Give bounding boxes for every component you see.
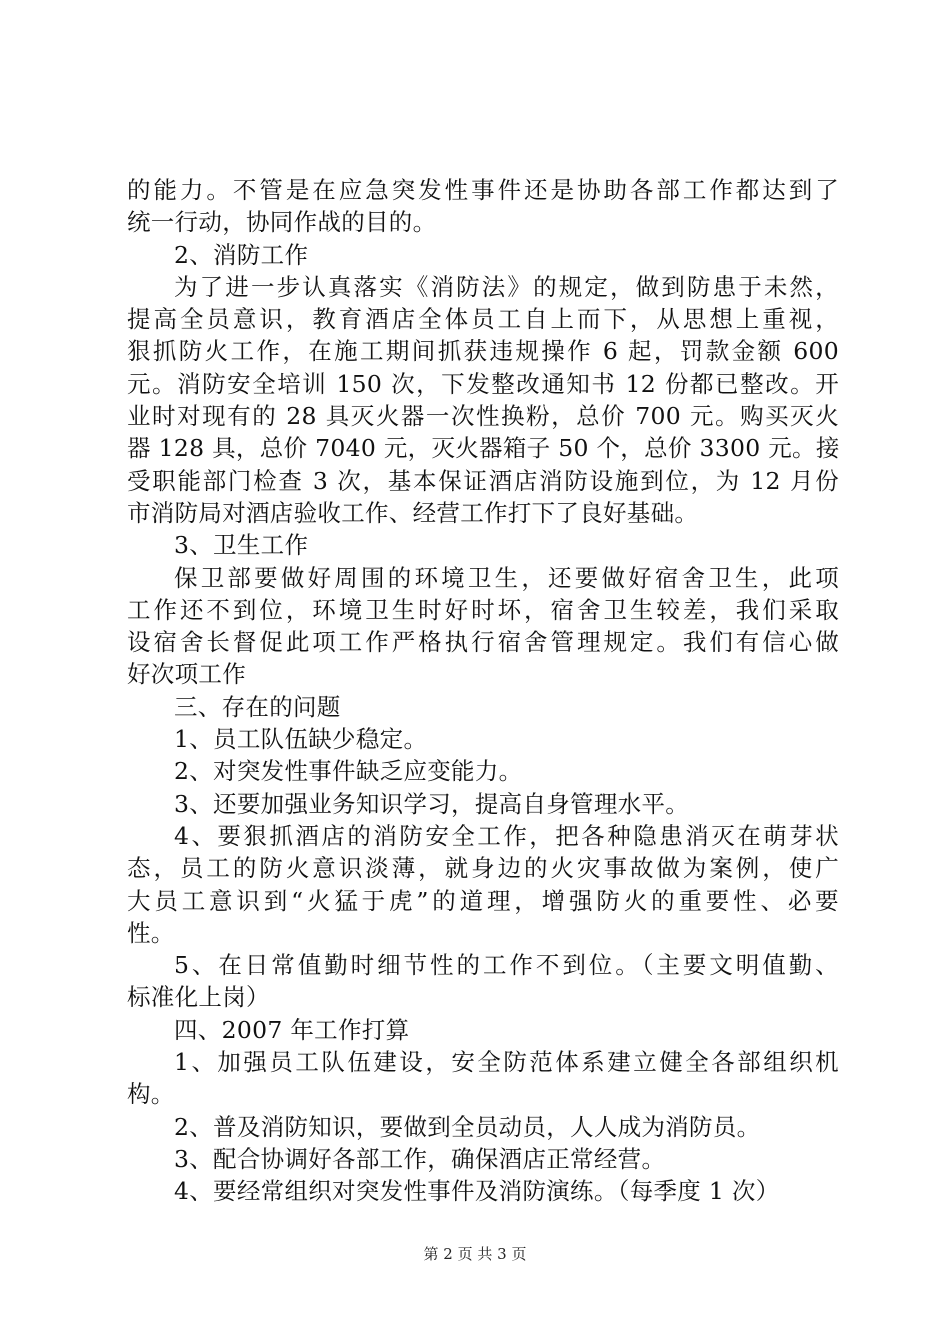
page-footer: 第 2 页 共 3 页 (423, 1245, 527, 1263)
text-line: 构。 (127, 1080, 175, 1109)
text-line: 2、消防工作 (174, 240, 309, 269)
text-line: 标准化上岗） (127, 983, 270, 1012)
text-line: 性。 (127, 918, 175, 947)
text-line: 提高全员意识，教育酒店全体员工自上而下，从思想上重视， (127, 305, 839, 334)
text-line: 设宿舍长督促此项工作严格执行宿舍管理规定。我们有信心做 (127, 628, 839, 657)
text-line: 2、对突发性事件缺乏应变能力。 (174, 757, 523, 786)
text-line: 3、配合协调好各部工作，确保酒店正常经营。 (174, 1144, 666, 1173)
text-line: 4、要狠抓酒店的消防安全工作，把各种隐患消灭在萌芽状 (174, 821, 839, 850)
text-line: 三、存在的问题 (174, 692, 341, 721)
text-line: 态，员工的防火意识淡薄，就身边的火灾事故做为案例，使广 (127, 854, 839, 883)
text-line: 元。消防安全培训 150 次，下发整改通知书 12 份都已整改。开 (127, 369, 839, 398)
text-line: 3、还要加强业务知识学习，提高自身管理水平。 (174, 789, 690, 818)
text-line: 四、2007 年工作打算 (174, 1015, 410, 1044)
text-line: 3、卫生工作 (174, 531, 309, 560)
text-line: 器 128 具，总价 7040 元，灭火器箱子 50 个，总价 3300 元。接 (127, 434, 840, 463)
text-line: 2、普及消防知识，要做到全员动员，人人成为消防员。 (174, 1112, 761, 1141)
text-line: 业时对现有的 28 具灭火器一次性换粉，总价 700 元。购买灭火 (127, 402, 839, 431)
text-line: 受职能部门检查 3 次，基本保证酒店消防设施到位，为 12 月份 (127, 466, 839, 495)
document-body (127, 174, 839, 1208)
text-line: 统一行动，协同作战的目的。 (127, 208, 437, 237)
text-line: 的能力。不管是在应急突发性事件还是协助各部工作都达到了 (127, 176, 839, 204)
text-line: 工作还不到位，环境卫生时好时坏，宿舍卫生较差，我们采取 (127, 595, 839, 624)
text-line: 好次项工作 (127, 660, 246, 689)
text-line: 保卫部要做好周围的环境卫生，还要做好宿舍卫生，此项 (174, 563, 839, 592)
text-line: 狠抓防火工作，在施工期间抓获违规操作 6 起，罚款金额 600 (127, 337, 839, 366)
text-line: 4、要经常组织对突发性事件及消防演练。（每季度 1 次） (174, 1177, 780, 1206)
text-line: 5、在日常值勤时细节性的工作不到位。（主要文明值勤、 (174, 951, 839, 980)
text-line: 为了进一步认真落实《消防法》的规定，做到防患于未然， (174, 272, 839, 301)
text-line: 大员工意识到“火猛于虎”的道理，增强防火的重要性、必要 (127, 886, 839, 915)
text-line: 1、员工队伍缺少稳定。 (174, 725, 428, 754)
text-line: 1、加强员工队伍建设，安全防范体系建立健全各部组织机 (174, 1048, 839, 1077)
text-line: 市消防局对酒店验收工作、经营工作打下了良好基础。 (127, 498, 699, 527)
